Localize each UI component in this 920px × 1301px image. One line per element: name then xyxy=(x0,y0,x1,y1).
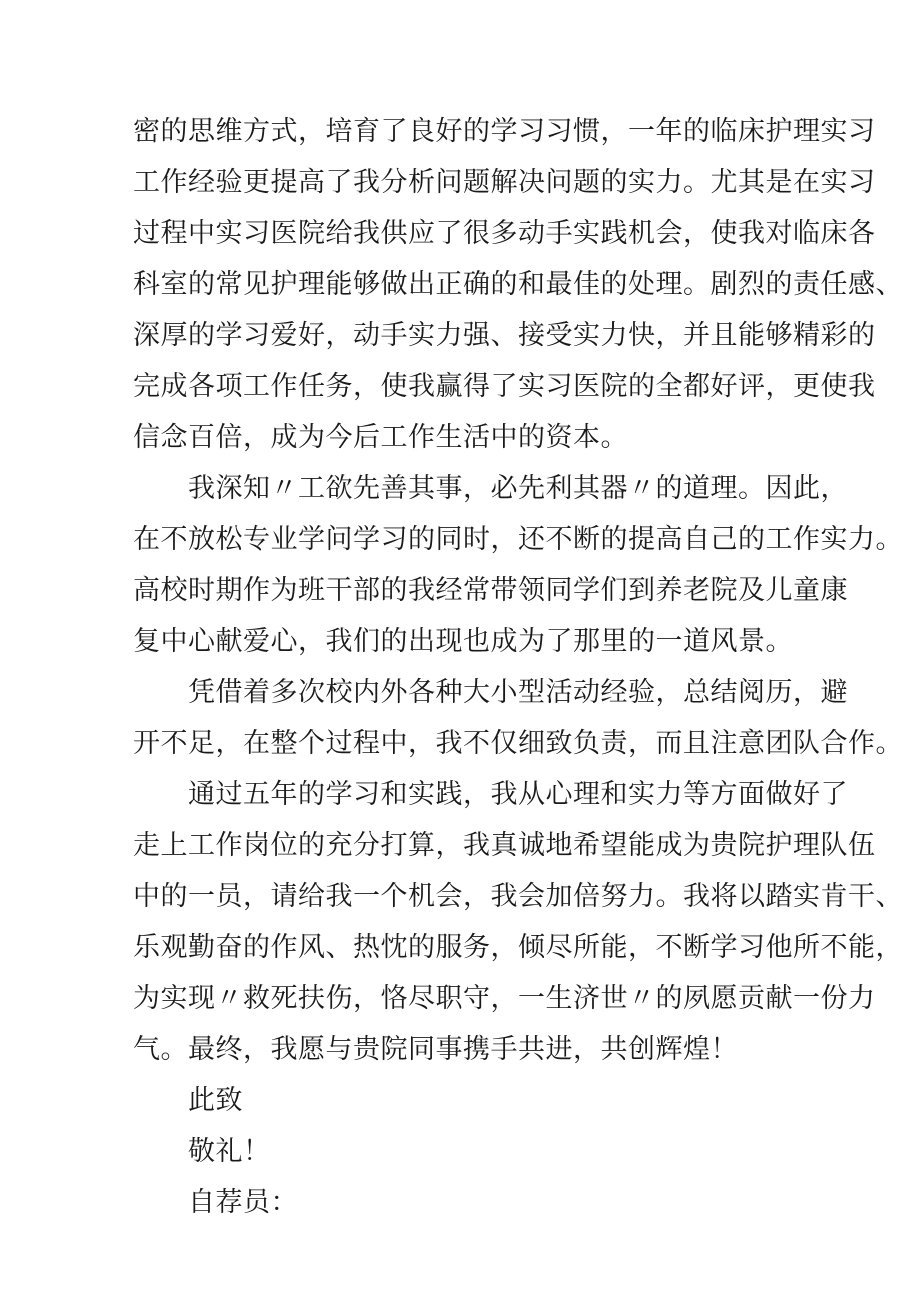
text-line: 过程中实习医院给我供应了很多动手实践机会，使我对临床各 xyxy=(133,218,876,249)
text-line: 深厚的学习爱好，动手实力强、接受实力快，并且能够精彩的 xyxy=(133,320,876,351)
text-line: 凭借着多次校内外各种大小型活动经验，总结阅历，避 xyxy=(188,677,848,708)
text-line: 科室的常见护理能够做出正确的和最佳的处理。剧烈的责任感、 xyxy=(133,269,903,300)
text-line: 复中心献爱心，我们的出现也成为了那里的一道风景。 xyxy=(133,626,793,657)
text-line: 信念百倍，成为今后工作生活中的资本。 xyxy=(133,422,628,453)
closing-line: 此致 xyxy=(188,1085,243,1116)
text-line: 我深知〃工欲先善其事，必先利其器〃的道理。因此， xyxy=(188,473,848,504)
text-line: 乐观勤奋的作风、热忱的服务，倾尽所能，不断学习他所不能， xyxy=(133,932,903,963)
text-line: 完成各项工作任务，使我赢得了实习医院的全都好评，更使我 xyxy=(133,371,876,402)
text-line: 为实现〃救死扶伤，恪尽职守，一生济世〃的夙愿贡献一份力 xyxy=(133,983,876,1014)
salutation-line: 敬礼！ xyxy=(188,1136,271,1167)
text-line: 工作经验更提高了我分析问题解决问题的实力。尤其是在实习 xyxy=(133,167,876,198)
signature-line: 自荐员： xyxy=(188,1187,298,1218)
text-line: 密的思维方式，培育了良好的学习习惯，一年的临床护理实习 xyxy=(133,116,876,147)
text-line: 走上工作岗位的充分打算，我真诚地希望能成为贵院护理队伍 xyxy=(133,830,876,861)
text-line: 通过五年的学习和实践，我从心理和实力等方面做好了 xyxy=(188,779,848,810)
text-line: 气。最终，我愿与贵院同事携手共进，共创辉煌！ xyxy=(133,1034,738,1065)
text-line: 在不放松专业学问学习的同时，还不断的提高自己的工作实力。 xyxy=(133,524,903,555)
text-line: 中的一员，请给我一个机会，我会加倍努力。我将以踏实肯干、 xyxy=(133,881,903,912)
text-line: 开不足，在整个过程中，我不仅细致负责，而且注意团队合作。 xyxy=(133,728,903,759)
text-line: 高校时期作为班干部的我经常带领同学们到养老院及儿童康 xyxy=(133,575,848,606)
